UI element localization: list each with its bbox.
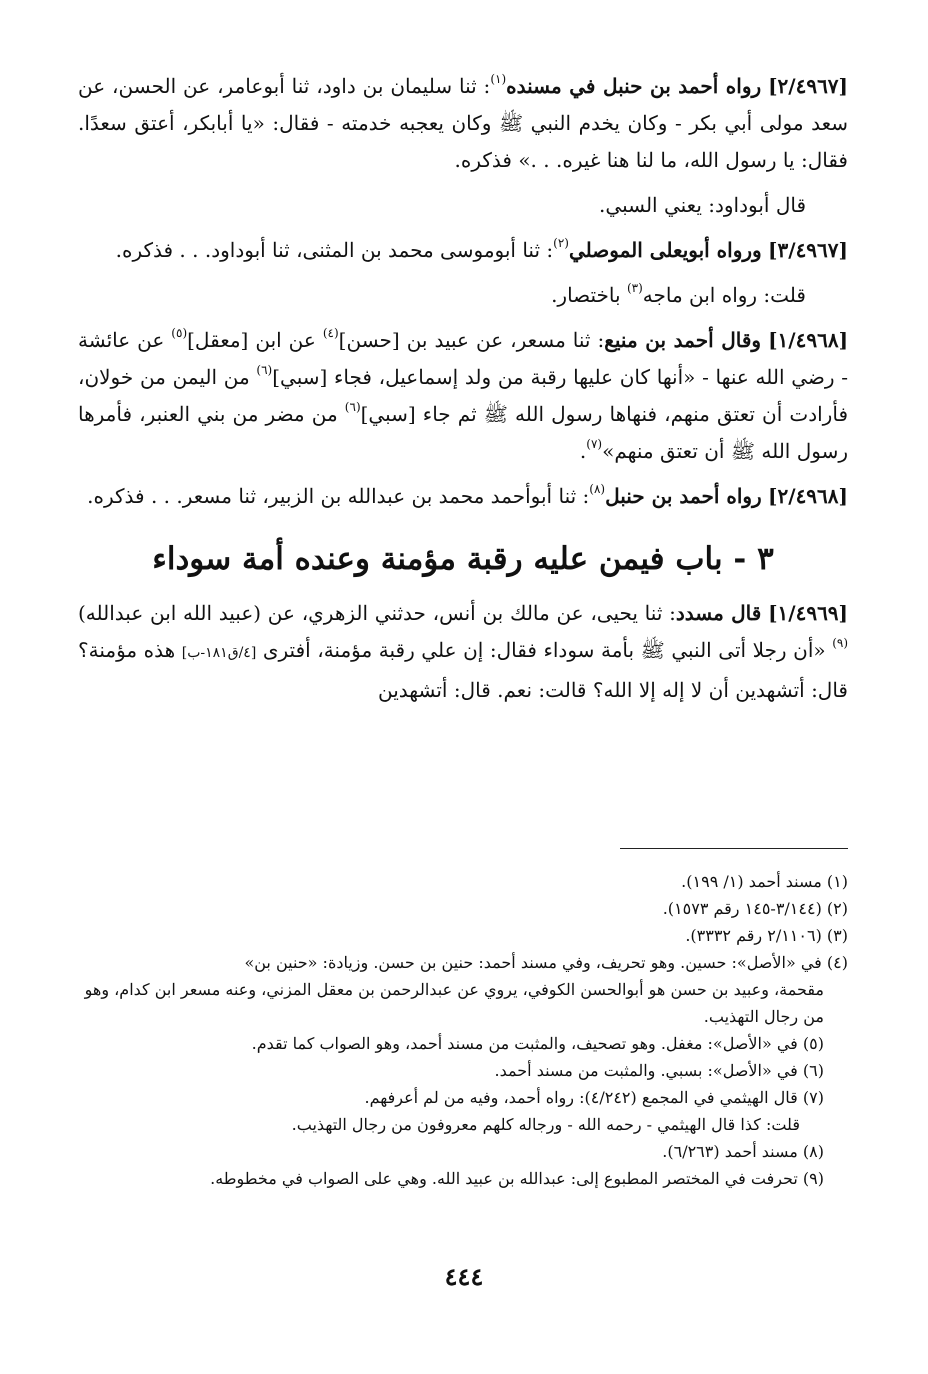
footnote-marker: (٨) — [589, 482, 606, 497]
hadith-text: : ثنا أبوأحمد محمد بن عبدالله بن الزبير، ثنا مسعر. . . فذكره. — [87, 484, 590, 508]
hadith-text: من اليمن من خولان، فأرادت أن تعتق منهم، فنهاها رسول الله ﷺ ثم جاء [سبي] — [78, 365, 848, 426]
footnote-marker: (٦) — [256, 363, 273, 378]
page-number: ٤٤٤ — [444, 1262, 484, 1291]
footnote-3: (٣) (٢/١١٠٦ رقم ٣٣٣٢). — [685, 926, 848, 945]
commentary-text: قال أبوداود: يعني السبي. — [599, 193, 806, 217]
footnote-7: (٧) قال الهيثمي في المجمع (٤/٢٤٢): رواه أحمد، وفيه من لم أعرفهم. — [364, 1088, 824, 1107]
hadith-text: عن عائشة - رضي الله عنها - «أنها كان عليها رقبة من ولد إسماعيل، فجاء [سبي] — [78, 328, 848, 389]
narrator-lead: ورواه أبويعلى الموصلي — [568, 238, 762, 262]
hadith-ref: [١/٤٩٦٩] — [768, 601, 849, 625]
hadith-text: عن ابن [معقل] — [187, 328, 323, 352]
manuscript-folio-ref: [٤/ق١٨١-ب] — [181, 645, 257, 661]
footnote-marker: (٤) — [322, 326, 339, 341]
footnote-marker: (٥) — [171, 326, 188, 341]
hadith-text: : ثنا يحيى، عن مالك بن أنس، حدثني الزهري، عن (عبيد الله ابن عبدالله) — [78, 601, 676, 625]
footnote-4-continuation: مقحمة، وعبيد بن حسن هو أبوالحسن الكوفي، يروي عن عبدالرحمن بن معقل المزني، وعنه مسعر ابن كدام، وهو من رجال التهذيب. — [84, 980, 824, 1026]
hadith-paragraph-5 — [78, 595, 848, 709]
hadith-paragraph-2 — [78, 232, 848, 269]
footnote-marker: (٦) — [344, 400, 361, 415]
hadith-ref: [٣/٤٩٦٧] — [768, 238, 848, 262]
footnote-7-continuation: قلت: كذا قال الهيثمي - رحمه الله - ورجاله كلهم معروفون من رجال التهذيب. — [291, 1115, 800, 1134]
footnote-marker: (١) — [490, 72, 507, 87]
footnote-marker: (٩) — [832, 636, 849, 651]
hadith-ref: [٢/٤٩٦٧] — [768, 74, 849, 98]
footnote-9: (٩) تحرفت في المختصر المطبوع إلى: عبدالله بن عبيد الله. وهي على الصواب في مخطوطه. — [210, 1169, 824, 1188]
footnote-1: (١) مسند أحمد (١/ ١٩٩). — [681, 872, 848, 891]
narrator-lead: وقال أحمد بن منيع — [604, 328, 762, 352]
hadith-ref: [٢/٤٩٦٨] — [768, 484, 848, 508]
narrator-lead: قال مسدد — [675, 601, 762, 625]
footnote-marker: (٣) — [626, 281, 643, 296]
hadith-text: : ثنا سليمان بن داود، ثنا أبوعامر، عن الحسن، عن سعد مولى أبي بكر - وكان يخدم النبي ﷺ وكان يعجبه خدمته - فقال: «يا أبابكر، أعتق سعدًا. فقال: يا رسول الله، ما لنا هنا غيره. . .» فذكره. — [78, 74, 848, 172]
footnote-separator — [620, 848, 848, 849]
hadith-text: «أن رجلا أتى النبي ﷺ بأمة سوداء فقال: إن علي رقبة مؤمنة، أفترى — [262, 638, 833, 662]
narrator-lead: رواه أحمد بن حنبل — [605, 484, 762, 508]
footnote-4 — [78, 949, 848, 1030]
hadith-text: هذه مؤمنة؟ قال: أتشهدين أن لا إله إلا الله؟ قالت: نعم. قال: أتشهدين — [78, 638, 848, 702]
footnote-4-first-line: (٤) في «الأصل»: حسين. وهو تحريف، وفي مسند أحمد: حنين بن حسن. وزيادة: «حنين بن» — [244, 953, 848, 972]
hadith-text: : ثنا مسعر، عن عبيد بن [حسن] — [338, 328, 605, 352]
footnote-marker: (٢) — [553, 236, 569, 251]
commentary-line — [78, 277, 848, 314]
footnote-8: (٨) مسند أحمد (٦/٢٦٣). — [662, 1142, 824, 1161]
footnote-6: (٦) في «الأصل»: بسبي. والمثبت من مسند أحمد. — [494, 1061, 824, 1080]
narrator-lead: رواه أحمد بن حنبل في مسنده — [506, 74, 762, 98]
commentary-text: قلت: رواه ابن ماجه — [642, 283, 806, 307]
commentary-line — [78, 187, 848, 224]
footnote-5: (٥) في «الأصل»: مغفل. وهو تصحيف، والمثبت من مسند أحمد، وهو الصواب كما تقدم. — [251, 1034, 824, 1053]
footnotes — [78, 868, 848, 1192]
hadith-text: من مضر من بني العنبر، فأمرها رسول الله ﷺ أن تعتق منهم» — [78, 402, 848, 463]
hadith-ref: [١/٤٩٦٨] — [768, 328, 849, 352]
commentary-text: باختصار. — [551, 283, 627, 307]
hadith-text: : ثنا أبوموسى محمد بن المثنى، ثنا أبوداود. . . فذكره. — [115, 238, 554, 262]
hadith-paragraph-3 — [78, 322, 848, 470]
hadith-text: . — [579, 439, 587, 463]
footnote-marker: (٧) — [586, 437, 603, 452]
hadith-paragraph-4 — [78, 478, 848, 515]
main-text — [78, 68, 848, 717]
chapter-heading: ٣ - باب فيمن عليه رقبة مؤمنة وعنده أمة سوداء — [152, 541, 774, 577]
hadith-paragraph-1 — [78, 68, 848, 179]
footnote-2: (٢) (٣/١٤٤-١٤٥ رقم ١٥٧٣). — [662, 899, 848, 918]
